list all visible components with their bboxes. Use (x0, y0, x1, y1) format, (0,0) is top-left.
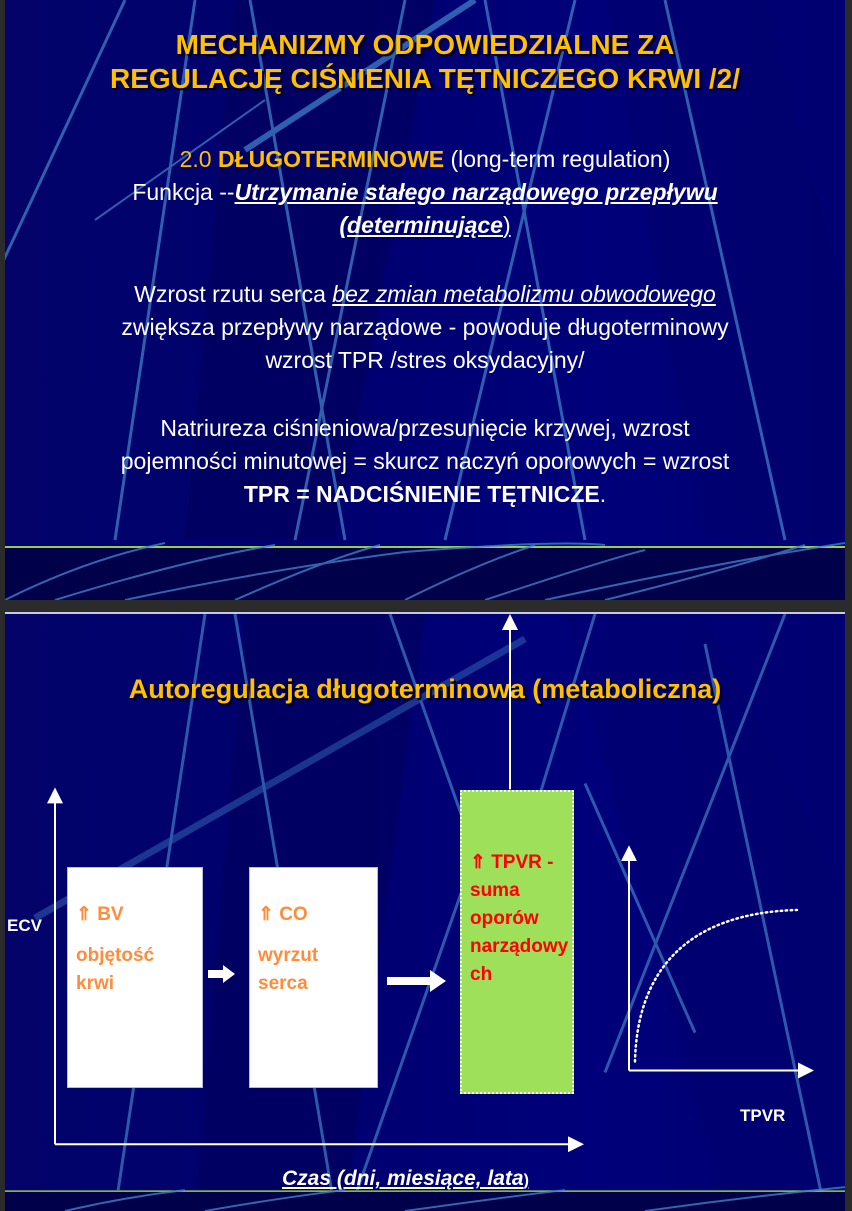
title-line-1: MECHANIZMY ODPOWIEDZIALNE ZA (175, 29, 675, 60)
small-graph-x-label: TPVR (740, 1106, 786, 1125)
box-line: suma (470, 880, 520, 901)
slide-1 (5, 0, 845, 600)
x-axis-caption (282, 1167, 529, 1191)
function-text-2: (determinujące (339, 212, 503, 238)
function-prefix: Funkcja -- (132, 179, 235, 205)
box-line: serca (258, 973, 308, 994)
box-tpvr (460, 790, 574, 1094)
box-blood-volume (67, 867, 203, 1088)
paragraph-1-line-1 (5, 278, 845, 311)
box-line: objętość (76, 945, 155, 966)
para1-italic: bez zmian metabolizmu obwodowego (332, 281, 716, 307)
title-line-2: REGULACJĘ CIŚNIENIA TĘTNICZEGO KRWI /2/ (109, 63, 741, 94)
box-line: narządowy (470, 936, 569, 957)
y-axis-label-ecv: ECV (7, 916, 42, 935)
increase-arrow-icon: ⇑ (76, 904, 92, 925)
slide-1-title (5, 28, 845, 96)
function-line (5, 176, 845, 209)
caption-text: Czas (dni, miesiące, lata (282, 1167, 524, 1190)
slide-2-title: Autoregulacja długoterminowa (metaboliczna) (128, 674, 722, 704)
box-cardiac-output (249, 867, 378, 1088)
para1-start: Wzrost rzutu serca (134, 281, 333, 307)
increase-arrow-icon: ⇑ (258, 904, 274, 925)
section-number: 2.0 (179, 146, 212, 172)
function-text: Utrzymanie stałego narządowego przepływu (234, 179, 718, 205)
paragraph-1-line-3: wzrost TPR /stres oksydacyjny/ (265, 347, 585, 373)
box-line: oporów (470, 908, 539, 929)
section-note: (long-term regulation) (450, 146, 671, 172)
box-line: ch (470, 964, 493, 985)
paragraph-2-line-2: pojemności minutowej = skurcz naczyń oporowych = wzrost (120, 448, 730, 474)
arrow-right-icon (207, 964, 237, 984)
paragraph-1-line-2: zwiększa przepływy narządowe - powoduje długoterminowy (121, 314, 729, 340)
conclusion-bold: TPR = NADCIŚNIENIE TĘTNICZE (243, 481, 600, 507)
section-heading (5, 143, 845, 176)
function-close: ) (502, 212, 511, 238)
box-head: BV (97, 904, 124, 925)
caption-close: ) (523, 1172, 529, 1189)
section-name: DŁUGOTERMINOWE (217, 146, 445, 172)
box-line: krwi (76, 973, 115, 994)
box-line: wyrzut (258, 945, 319, 966)
arrow-right-long-icon (386, 969, 448, 993)
increase-arrow-icon: ⇑ (470, 852, 486, 873)
paragraph-2-line-3 (5, 478, 845, 511)
conclusion-period: . (599, 481, 607, 507)
box-head: CO (279, 904, 308, 925)
slide-2 (5, 612, 845, 1211)
function-line-2 (5, 209, 845, 242)
box-head: TPVR - (491, 852, 554, 873)
paragraph-2-line-1: Natriureza ciśnieniowa/przesunięcie krzywej, wzrost (160, 415, 690, 441)
